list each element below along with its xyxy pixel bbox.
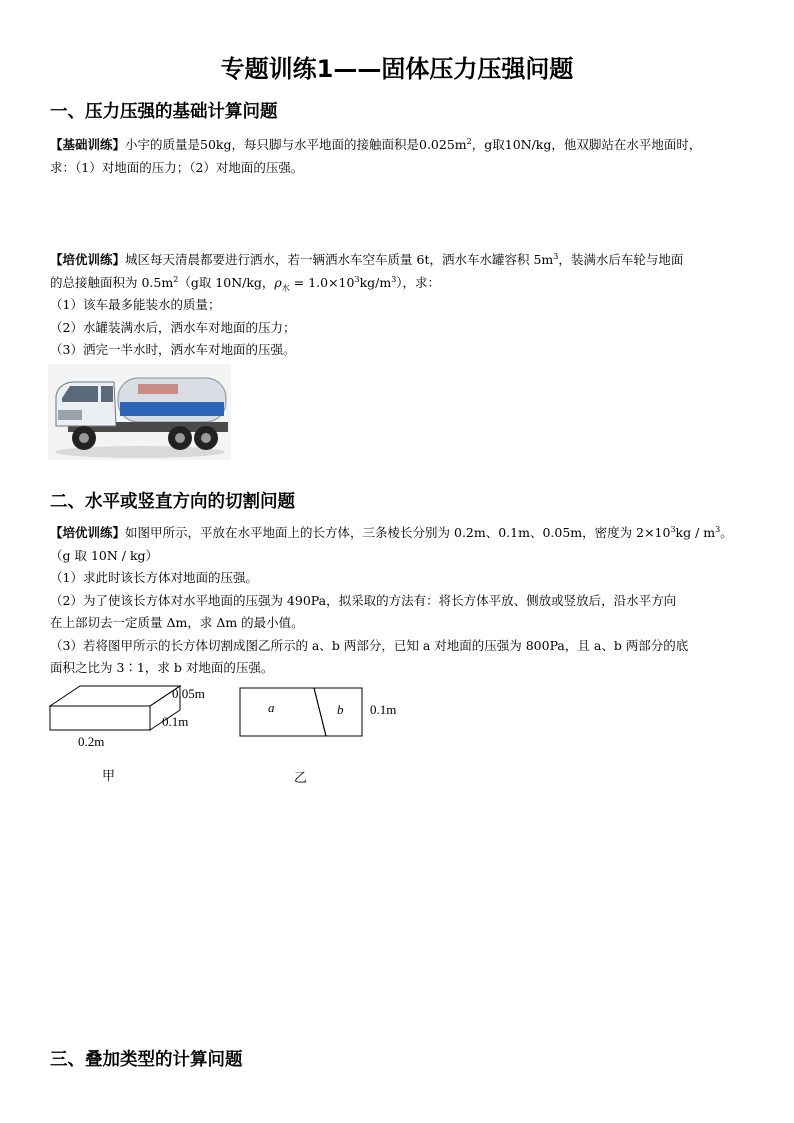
part-a-label: a <box>268 700 275 715</box>
advanced2-line-1: 【培优训练】如图甲所示，平放在水平地面上的长方体，三条棱长分别为 0.2m、0.1m、0.05m，密度为 $2\times 10^3kg / m^3$。 <box>50 524 733 540</box>
dim-depth-label: 0.1m <box>162 714 189 729</box>
advanced1-line-1: 【培优训练】城区每天清晨都要进行洒水，若一辆洒水车空车质量 6t，洒水车水罐容积 $5m^3$，装满水后车轮与地面 <box>50 251 684 267</box>
advanced-exercise-1 <box>50 249 750 362</box>
advanced1-question-1: （1）该车最多能装水的质量； <box>50 297 221 312</box>
section-heading-2: 二、水平或竖直方向的切割问题 <box>50 492 295 512</box>
advanced2-question-3a: （3）若将图甲所示的长方体切割成图乙所示的 a、b 两部分，已知 a 对地面的压强为 800Pa，且 a、b 两部分的底 <box>50 637 689 653</box>
figure-label-jia: 甲 <box>102 769 116 784</box>
figure-label-yi: 乙 <box>294 771 308 786</box>
section-heading-1: 一、压力压强的基础计算问题 <box>50 102 278 122</box>
advanced2-question-2b: 在上部切去一定质量 Δm，求 Δm 的最小值。 <box>50 615 304 630</box>
basic-exercise <box>50 134 750 179</box>
advanced1-question-2: （2）水罐装满水后，洒水车对地面的压力； <box>50 319 296 335</box>
advanced1-line-2: 的总接触面积为 $0.5m^2(g$取 10N/kg，$\rho_水 = 1.0\times 10^3kg/m^3$），求： <box>50 274 441 292</box>
advanced2-question-1: （1）求此时该长方体对地面的压强。 <box>50 570 258 585</box>
page-title: 专题训练1——固体压力压强问题 <box>220 55 574 83</box>
basic-exercise-line-1: 【基础训练】小宇的质量是50kg，每只脚与水平地面的接触面积是$0.025m^2$，g取10N/kg，他双脚站在水平地面时， <box>50 136 702 152</box>
part-a-shape <box>240 688 326 736</box>
advanced1-question-3: （3）洒完一半水时，洒水车对地面的压强。 <box>50 342 296 357</box>
advanced2-line-2: （g 取 10N / kg） <box>50 547 159 563</box>
cuboid-front-face <box>50 706 150 730</box>
cuboid-figure <box>44 680 397 790</box>
exercise-tag: 【基础训练】 <box>50 137 126 152</box>
basic-exercise-line-2: 求：（1）对地面的压力；（2）对地面的压强。 <box>50 159 304 175</box>
water-truck-image <box>48 364 231 460</box>
part-b-label: b <box>337 702 344 717</box>
exercise-tag: 【培优训练】 <box>50 525 126 540</box>
dim-height-label: 0.05m <box>172 686 205 701</box>
section-heading-3: 三、叠加类型的计算问题 <box>50 1050 243 1070</box>
advanced-exercise-2 <box>50 522 750 680</box>
cuboid-top-face <box>50 686 180 706</box>
exercise-tag: 【培优训练】 <box>50 252 126 267</box>
dim-length-label: 0.2m <box>78 734 105 749</box>
dim-b-height-label: 0.1m <box>370 702 397 717</box>
advanced2-question-3b: 面积之比为 3∶1，求 b 对地面的压强。 <box>50 660 274 675</box>
advanced2-question-2a: （2）为了使该长方体对水平地面的压强为 490Pa，拟采取的方法有：将长方体平放、侧放或竖放后，沿水平方向 <box>50 592 677 608</box>
